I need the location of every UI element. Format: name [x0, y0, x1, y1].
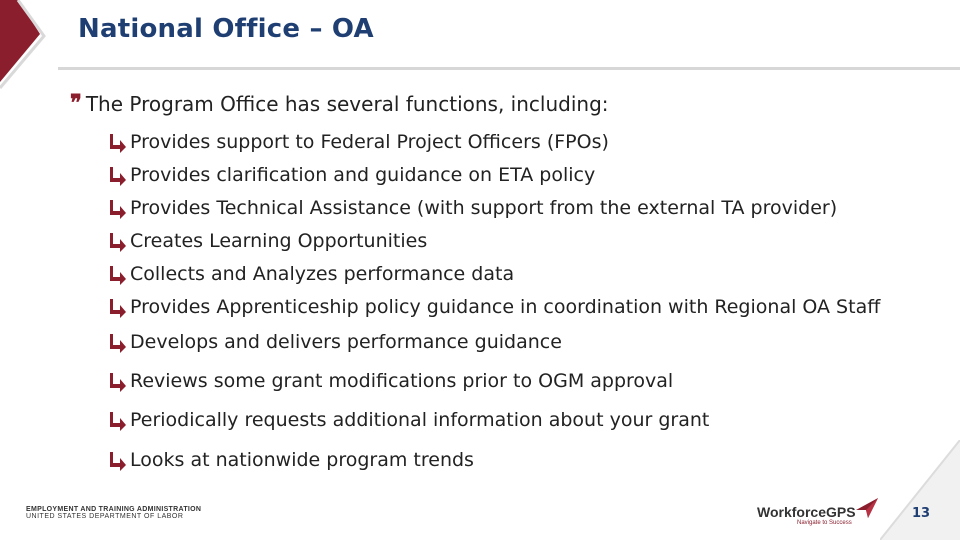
- down-right-arrow-icon: [108, 449, 128, 471]
- list-item-text: Provides Apprenticeship policy guidance in coordination with Regional OA Staff: [130, 295, 881, 318]
- list-item: [108, 440, 880, 480]
- corner-tab-decoration: [0, 0, 60, 90]
- logo-tagline: Navigate to Success: [797, 520, 852, 526]
- list-item: [108, 191, 880, 224]
- list-item-text: Provides Technical Assistance (with support from the external TA provider): [130, 196, 838, 219]
- quote-bullet-icon: ❞: [70, 90, 82, 116]
- list-item-text: Looks at nationwide program trends: [130, 449, 474, 471]
- down-right-arrow-icon: [108, 230, 128, 252]
- slide-title: National Office – OA: [78, 14, 374, 44]
- list-item-text: Provides clarification and guidance on ETA policy: [130, 163, 596, 186]
- list-item-text: Creates Learning Opportunities: [130, 229, 428, 252]
- list-item-text: Reviews some grant modifications prior to OGM approval: [130, 369, 674, 392]
- corner-fold-decoration: [880, 440, 960, 540]
- list-item-text: Develops and delivers performance guidance: [130, 331, 562, 353]
- down-right-arrow-icon: [108, 131, 128, 153]
- down-right-arrow-icon: [108, 263, 128, 285]
- workforcegps-logo: [757, 496, 880, 526]
- down-right-arrow-icon: [108, 409, 128, 431]
- navigation-arrow-icon: [854, 496, 880, 520]
- agency-line-2: UNITED STATES DEPARTMENT OF LABOR: [26, 513, 184, 520]
- down-right-arrow-icon: [108, 296, 128, 318]
- list-item: [108, 400, 880, 440]
- list-item-text: Collects and Analyzes performance data: [130, 262, 515, 285]
- list-item-text: Periodically requests additional information about your grant: [130, 409, 710, 431]
- list-item: [108, 224, 880, 257]
- list-item: [108, 257, 880, 290]
- list-item: [108, 323, 880, 361]
- down-right-arrow-icon: [108, 331, 128, 353]
- lead-text: The Program Office has several functions, including:: [85, 92, 609, 116]
- list-item: [108, 158, 880, 191]
- function-list: [108, 125, 880, 480]
- list-item: [108, 361, 880, 400]
- lead-bullet: [70, 92, 609, 116]
- title-divider: [58, 67, 960, 70]
- list-item: [108, 125, 880, 158]
- down-right-arrow-icon: [108, 370, 128, 392]
- list-item: [108, 290, 880, 323]
- logo-name: WorkforceGPS: [757, 504, 856, 520]
- down-right-arrow-icon: [108, 164, 128, 186]
- list-item-text: Provides support to Federal Project Officers (FPOs): [130, 130, 609, 153]
- down-right-arrow-icon: [108, 197, 128, 219]
- dol-eta-footer-logo: [26, 506, 201, 520]
- page-number: 13: [912, 506, 931, 521]
- agency-line-1: EMPLOYMENT AND TRAINING ADMINISTRATION: [26, 506, 202, 513]
